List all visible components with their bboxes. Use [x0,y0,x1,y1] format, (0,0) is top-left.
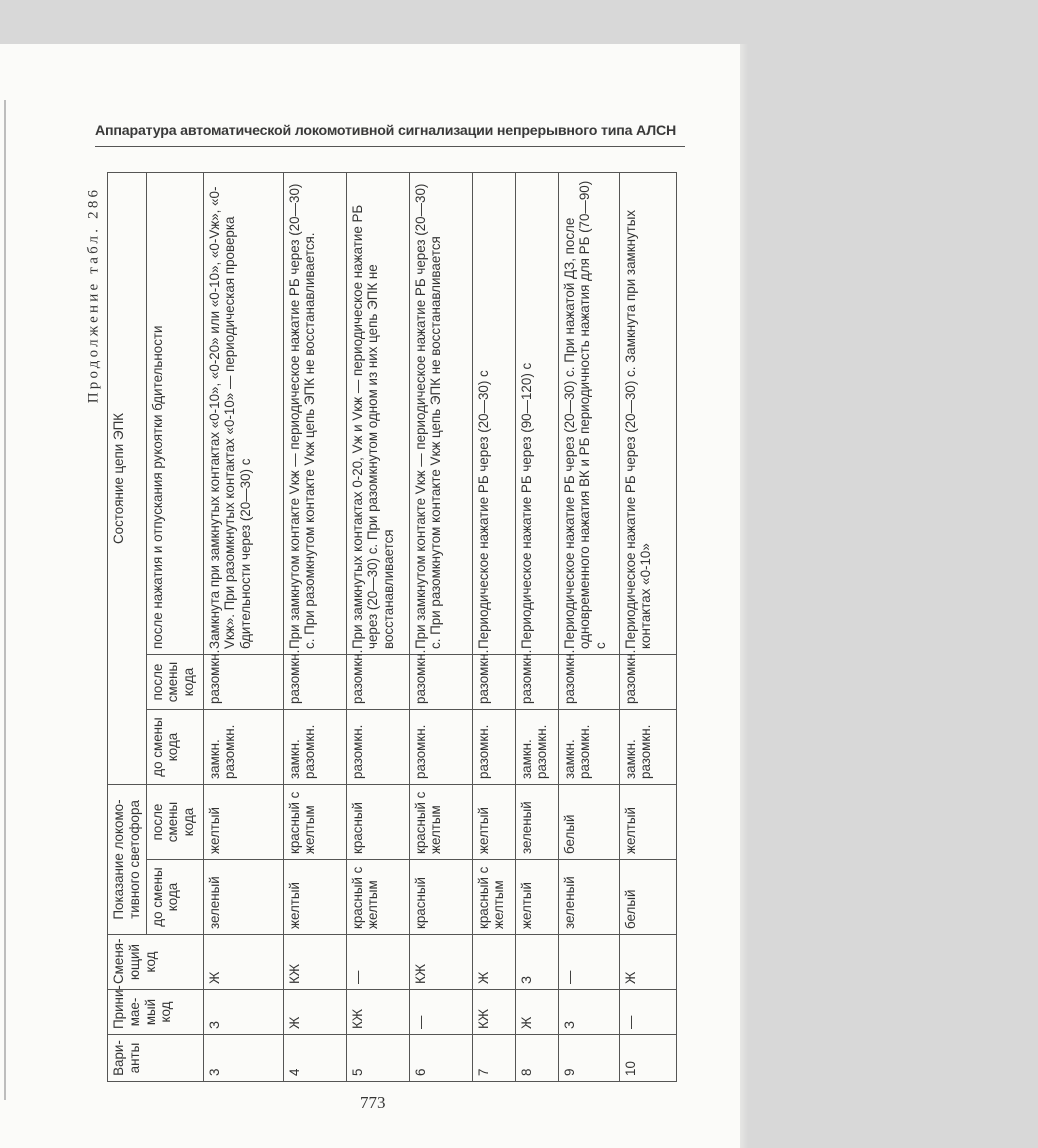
table-holder [107,172,677,1082]
alsn-table [107,172,677,1082]
cell-epk-release: Периодическое нажатие РБ через (90—120) с [515,173,558,655]
cell-epk-before: замкн. разомкн. [515,710,558,785]
header-rule [95,146,685,147]
col-signal-after: после смены кода [146,785,203,860]
cell-signal-after: красный с желтым [409,785,472,860]
cell-signal-after: желтый [472,785,515,860]
cell-accepted-code: Ж [515,990,558,1035]
cell-accepted-code: КЖ [472,990,515,1035]
col-epk-release: после нажатия и отпускания рукоятки бдительности [146,173,203,655]
table-row [558,173,619,1082]
cell-variant: 10 [619,1035,676,1082]
cell-changing-code: Ж [472,935,515,990]
cell-epk-release: Периодическое нажатие РБ через (20—30) с [472,173,515,655]
cell-variant: 5 [346,1035,409,1082]
col-epk-before: до смены кода [146,710,203,785]
cell-accepted-code: КЖ [346,990,409,1035]
cell-accepted-code: З [203,990,283,1035]
cell-epk-release: При замкнутом контакте Vкж — периодическое нажатие РБ через (20—30) с. При разомкнутом контакте Vкж цепь ЭПК не восстанавливается [409,173,472,655]
table-row [203,173,283,1082]
cell-epk-after: разомкн. [283,655,346,710]
cell-changing-code: КЖ [409,935,472,990]
cell-signal-before: зеленый [558,860,619,935]
cell-changing-code: КЖ [283,935,346,990]
header-row-1 [108,173,147,1082]
cell-accepted-code: З [558,990,619,1035]
cell-accepted-code: — [409,990,472,1035]
col-variants: Вари-анты [108,1035,204,1082]
table-row [283,173,346,1082]
col-group-epk: Состояние цепи ЭПК [108,173,147,785]
cell-accepted-code: — [619,990,676,1035]
rotated-table-wrapper [107,172,677,1082]
cell-signal-after: зеленый [515,785,558,860]
cell-changing-code: Ж [203,935,283,990]
cell-epk-after: разомкн. [346,655,409,710]
cell-epk-after: разомкн. [472,655,515,710]
page-number: 773 [360,1093,386,1112]
cell-epk-release: При замкнутом контакте Vкж — периодическое нажатие РБ через (20—30) с. При разомкнутом контакте Vкж цепь ЭПК не восстанавливается. [283,173,346,655]
table-row [619,173,676,1082]
continuation-text: Продолжение табл. 286 [85,186,102,404]
cell-epk-release: Периодическое нажатие РБ через (20—30) с. При нажатой ДЗ, после одновременного нажатия ВК и РБ периодичность нажатия для РБ (70—90) с [558,173,619,655]
running-header: Аппаратура автоматической локомотивной сигнализации непрерывного типа АЛСН [95,123,677,139]
cell-epk-after: разомкн. [515,655,558,710]
cell-variant: 6 [409,1035,472,1082]
cell-signal-after: белый [558,785,619,860]
cell-variant: 9 [558,1035,619,1082]
binding-shadow [4,100,6,1100]
cell-epk-before: разомкн. [472,710,515,785]
col-epk-after: после смены кода [146,655,203,710]
cell-signal-after: красный [346,785,409,860]
table-body [203,173,676,1082]
cell-epk-after: разомкн. [558,655,619,710]
cell-signal-after: желтый [203,785,283,860]
cell-epk-before: замкн. разомкн. [203,710,283,785]
cell-epk-release: При замкнутых контактах 0-20, Vж и Vкж — периодическое нажатие РБ через (20—30) с. При разомкнутом одном из них цепь ЭПК не восстанавливается [346,173,409,655]
cell-epk-before: замкн. разомкн. [558,710,619,785]
cell-changing-code: З [515,935,558,990]
cell-signal-before: красный с желтым [346,860,409,935]
cell-variant: 3 [203,1035,283,1082]
cell-signal-before: желтый [515,860,558,935]
table-row [346,173,409,1082]
cell-epk-release: Периодическое нажатие РБ через (20—30) с. Замкнута при замкнутых контактах «0-10» [619,173,676,655]
cell-epk-release: Замкнута при замкнутых контактах «0-10», «0-20» или «0-10», «0-Vж», «0-Vкж». При разомкнутых контактах «0-10» — периодическая проверка бдительности через (20—30) с [203,173,283,655]
cell-accepted-code: Ж [283,990,346,1035]
page-edge [740,44,748,1148]
cell-epk-after: разомкн. [203,655,283,710]
cell-signal-before: белый [619,860,676,935]
cell-changing-code: — [346,935,409,990]
cell-changing-code: — [558,935,619,990]
cell-epk-after: разомкн. [409,655,472,710]
cell-epk-before: замкн. разомкн. [283,710,346,785]
cell-variant: 4 [283,1035,346,1082]
cell-signal-after: красный с желтым [283,785,346,860]
cell-epk-before: разомкн. [409,710,472,785]
cell-signal-before: зеленый [203,860,283,935]
cell-signal-before: красный с желтым [472,860,515,935]
col-accepted-code: Прини-мае-мый код [108,990,204,1035]
cell-variant: 7 [472,1035,515,1082]
cell-signal-after: желтый [619,785,676,860]
col-signal-before: до смены кода [146,860,203,935]
cell-epk-after: разомкн. [619,655,676,710]
cell-changing-code: Ж [619,935,676,990]
cell-signal-before: красный [409,860,472,935]
table-head [108,173,204,1082]
col-changing-code: Сменя-ющий код [108,935,204,990]
col-group-signal: Показание локомо-тивного светофора [108,785,147,935]
cell-epk-before: разомкн. [346,710,409,785]
table-row [472,173,515,1082]
cell-signal-before: желтый [283,860,346,935]
cell-variant: 8 [515,1035,558,1082]
cell-epk-before: замкн. разомкн. [619,710,676,785]
table-row [409,173,472,1082]
table-row [515,173,558,1082]
